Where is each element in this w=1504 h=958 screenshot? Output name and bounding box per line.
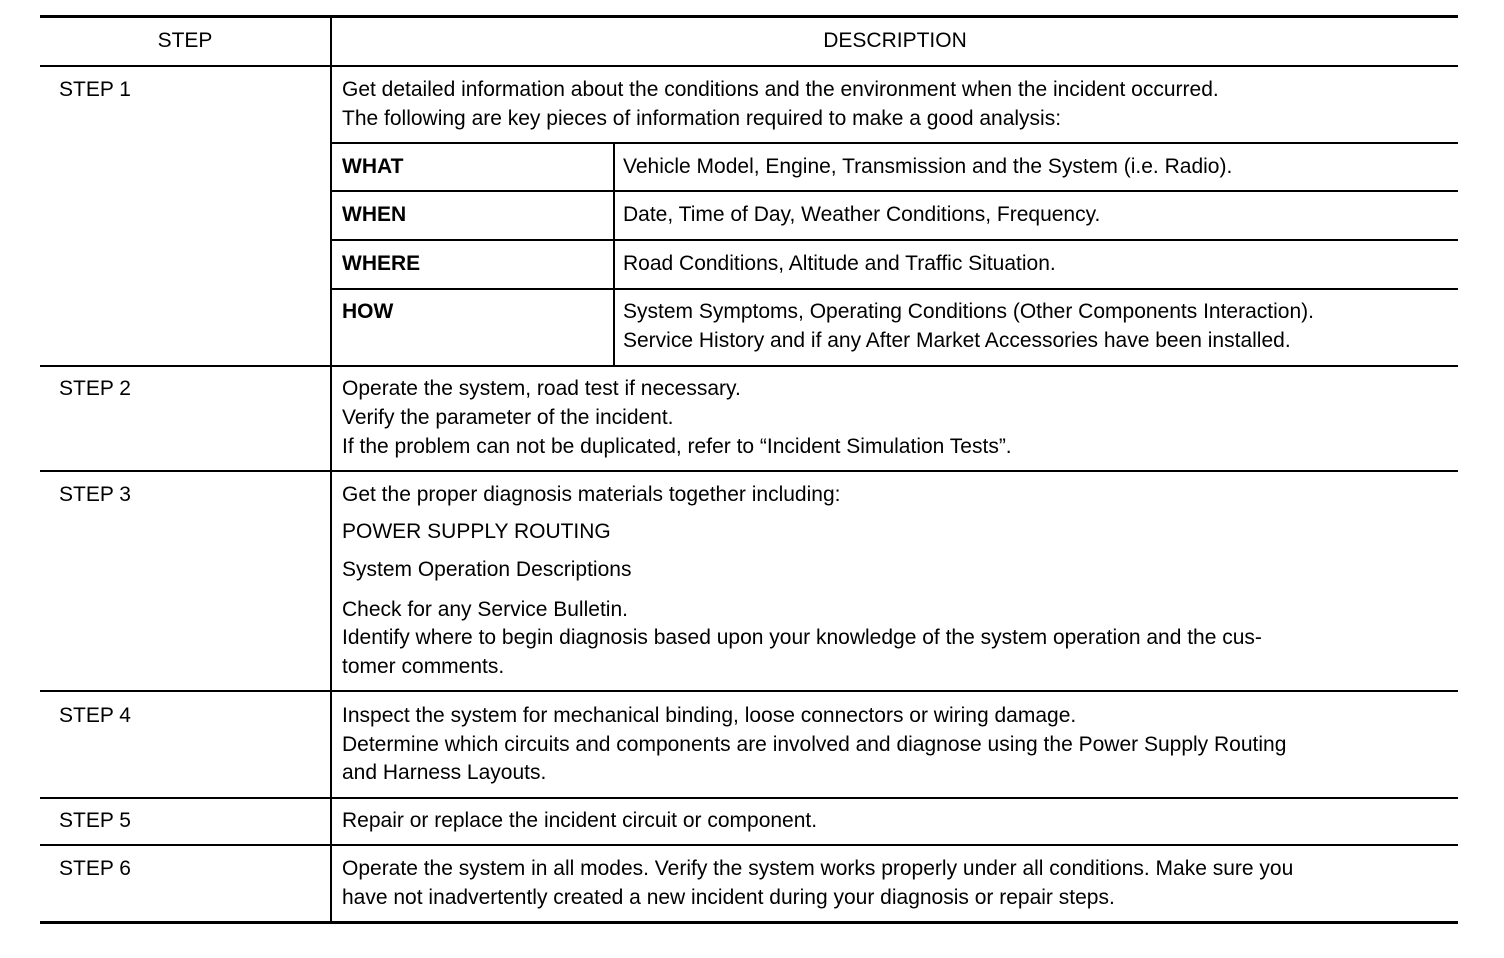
step1-line-1: Get detailed information about the conditions and the environment when the incident occurred. [342,78,1219,101]
step3-line-2: POWER SUPPLY ROUTING [342,520,611,543]
subtable-column-divider [613,143,615,365]
step4-line-3: and Harness Layouts. [342,761,547,784]
header-description: DESCRIPTION [823,29,967,52]
step3-line-6: tomer comments. [342,655,505,678]
step4-line-1: Inspect the system for mechanical binding, loose connectors or wiring damage. [342,704,1077,727]
step6-line-2: have not inadvertently created a new incident during your diagnosis or repair steps. [342,886,1115,909]
step4-bottom-border [40,797,1458,799]
step3-bottom-border [40,690,1458,692]
header-step: STEP [157,29,213,52]
subtable-value-how-line-2: Service History and if any After Market Accessories have been installed. [623,329,1291,352]
subtable-value-how-line-1: System Symptoms, Operating Conditions (Other Components Interaction). [623,300,1314,323]
step2-line-3: If the problem can not be duplicated, refer to “Incident Simulation Tests”. [342,435,1012,458]
step-label: STEP 5 [59,809,131,832]
subtable-value-where: Road Conditions, Altitude and Traffic Situation. [623,252,1056,275]
subtable-row-border-3 [332,288,1458,290]
step2-bottom-border [40,470,1458,472]
step1-line-2: The following are key pieces of information required to make a good analysis: [342,107,1062,130]
subtable-row-border-1 [332,190,1458,192]
step-label: STEP 2 [59,377,131,400]
subtable-top-border [332,142,1458,144]
step-label: STEP 4 [59,704,131,727]
column-divider [330,15,332,923]
step-label: STEP 6 [59,857,131,880]
table-top-border [40,15,1458,18]
step1-bottom-border [40,365,1458,367]
step3-line-5: Identify where to begin diagnosis based upon your knowledge of the system operation and the cus- [342,626,1262,649]
subtable-key-how: HOW [342,300,394,323]
subtable-key-where: WHERE [342,252,421,275]
step5-line-1: Repair or replace the incident circuit or component. [342,809,818,832]
step6-line-1: Operate the system in all modes. Verify the system works properly under all conditions. Make sure you [342,857,1294,880]
table-bottom-border [40,921,1458,924]
step2-line-2: Verify the parameter of the incident. [342,406,674,429]
subtable-key-what: WHAT [342,155,404,178]
subtable-value-when: Date, Time of Day, Weather Conditions, Frequency. [623,203,1101,226]
step5-bottom-border [40,844,1458,846]
step4-line-2: Determine which circuits and components are involved and diagnose using the Power Supply Routing [342,733,1287,756]
step3-line-4: Check for any Service Bulletin. [342,598,628,621]
subtable-value-what: Vehicle Model, Engine, Transmission and the System (i.e. Radio). [623,155,1233,178]
step3-line-3: System Operation Descriptions [342,558,632,581]
step2-line-1: Operate the system, road test if necessary. [342,377,741,400]
step-label: STEP 1 [59,78,131,101]
step-label: STEP 3 [59,483,131,506]
step3-line-1: Get the proper diagnosis materials together including: [342,483,841,506]
subtable-key-when: WHEN [342,203,407,226]
subtable-row-border-2 [332,239,1458,241]
header-bottom-border [40,65,1458,67]
